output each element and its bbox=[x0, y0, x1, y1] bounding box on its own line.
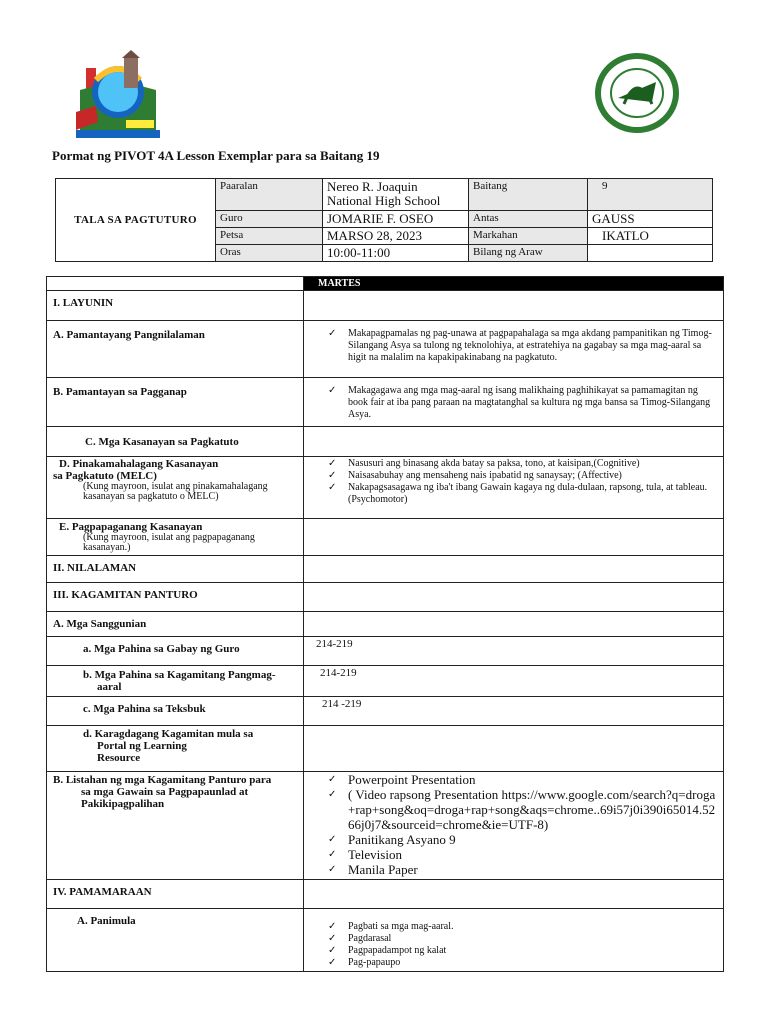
petsa-value: MARSO 28, 2023 bbox=[323, 228, 469, 245]
markahan-label: Markahan bbox=[469, 228, 588, 245]
list-item: ✓ Naisasabuhay ang mensaheng nais ipabatid ng sanaysay; (Affective) bbox=[324, 470, 713, 482]
listahan-label-line1: B. Listahan ng mga Kagamitang Panturo para bbox=[53, 774, 272, 786]
guro-label: Guro bbox=[216, 211, 323, 228]
learning-resource-label-line3: Resource bbox=[97, 752, 141, 764]
teksbuk-label: c. Mga Pahina sa Teksbuk bbox=[47, 697, 304, 726]
melc-note: (Kung mayroon, isulat ang pinakamahalagang kasanayan sa pagkatuto o MELC) bbox=[83, 481, 268, 502]
gabay-ng-guro-value: 214-219 bbox=[304, 637, 724, 666]
list-item: ✓ Pagpapadampot ng kalat bbox=[324, 945, 713, 957]
kasanayan-label: C. Mga Kasanayan sa Pagkatuto bbox=[47, 427, 304, 457]
list-item: ✓ Makapagpamalas ng pag-unawa at pagpapahalaga sa mga akdang pampanitikan ng Timog-Silangang Asya sa tulong ng teknolohiya, at estratehiya na gagabay sa mga mag-aaral sa higit na malalim na kapakipakinabang na pagkatuto. bbox=[324, 328, 713, 364]
paaralan-label: Paaralan bbox=[216, 179, 323, 211]
panimula-label: A. Panimula bbox=[47, 909, 304, 972]
pagpapaganang-kasanayan-label: E. Pagpapaganang Kasanayan bbox=[59, 521, 203, 533]
list-item: ✓ Manila Paper bbox=[324, 862, 721, 877]
sanggunian-heading: A. Mga Sanggunian bbox=[47, 612, 304, 637]
kagamitan-list bbox=[324, 772, 721, 877]
learning-resource-label-line2: Portal ng Learning bbox=[97, 740, 187, 752]
paaralan-value: Nereo R. Joaquin National High School bbox=[323, 179, 469, 211]
baitang-value: 9 bbox=[588, 179, 713, 211]
kagamitang-pangmag-aaral-label-line2: aaral bbox=[97, 681, 122, 693]
kagamitan-heading: III. KAGAMITAN PANTURO bbox=[47, 583, 304, 612]
melc-list bbox=[324, 458, 713, 506]
pamamaraan-heading: IV. PAMAMARAAN bbox=[47, 880, 304, 909]
day-header: MARTES bbox=[304, 277, 724, 291]
antas-label: Antas bbox=[469, 211, 588, 228]
lesson-info-table bbox=[55, 178, 713, 262]
list-item: ✓ Makagagawa ang mga mag-aaral ng isang malikhaing paghihikayat sa pamamagitan ng book fair at iba pang paraan na magtatanghal sa kultura ng mga bansa sa Timog-Silangang Asya. bbox=[324, 385, 713, 421]
list-item: ✓ Television bbox=[324, 847, 721, 862]
pamantayan-sa-pagganap-list bbox=[324, 385, 713, 421]
learning-resource-label-line1: d. Karagdagang Kagamitan mula sa bbox=[83, 728, 254, 740]
list-item: ✓ Pagdarasal bbox=[324, 933, 713, 945]
list-item: ✓ Nakapagsasagawa ng iba't ibang Gawain kagaya ng dula-dulaan, rapsong, tula, at tableau. (Psychomotor) bbox=[324, 482, 713, 506]
markahan-value: IKATLO bbox=[588, 228, 713, 245]
oras-label: Oras bbox=[216, 245, 323, 262]
list-item: ✓ Pag-papaupo bbox=[324, 957, 713, 969]
pamantayang-pangnilalaman-label: A. Pamantayang Pangnilalaman bbox=[47, 321, 304, 378]
gabay-ng-guro-label: a. Mga Pahina sa Gabay ng Guro bbox=[47, 637, 304, 666]
guro-value: JOMARIE F. OSEO bbox=[323, 211, 469, 228]
list-item: ✓ Panitikang Asyano 9 bbox=[324, 832, 721, 847]
panimula-list bbox=[324, 921, 713, 969]
oras-value: 10:00-11:00 bbox=[323, 245, 469, 262]
petsa-label: Petsa bbox=[216, 228, 323, 245]
listahan-label-line2: sa mga Gawain sa Pagpapaunlad at bbox=[81, 786, 249, 798]
kagamitang-pangmag-aaral-label-line1: b. Mga Pahina sa Kagamitang Pangmag- bbox=[83, 669, 276, 681]
layunin-heading: I. LAYUNIN bbox=[47, 291, 304, 321]
antas-value: GAUSS bbox=[588, 211, 713, 228]
bilang-label: Bilang ng Araw bbox=[469, 245, 588, 262]
division-seal-logo bbox=[76, 50, 160, 140]
teksbuk-value: 214 -219 bbox=[304, 697, 724, 726]
lesson-plan-table bbox=[46, 276, 724, 972]
document-title: Pormat ng PIVOT 4A Lesson Exemplar para sa Baitang 19 bbox=[52, 148, 380, 163]
pagpapaganang-kasanayan-note: (Kung mayroon, isulat ang pagpapaganang kasanayan.) bbox=[83, 532, 255, 553]
kagamitang-pangmag-aaral-value: 214-219 bbox=[304, 666, 724, 697]
list-item: ✓ Powerpoint Presentation bbox=[324, 772, 721, 787]
listahan-label-line3: Pakikipagpalihan bbox=[81, 798, 165, 810]
list-item: ✓ Pagbati sa mga mag-aaral. bbox=[324, 921, 713, 933]
list-item: ✓ Nasusuri ang binasang akda batay sa paksa, tono, at kaisipan,(Cognitive) bbox=[324, 458, 713, 470]
bilang-value bbox=[588, 245, 713, 262]
melc-label-line1: D. Pinakamahalagang Kasanayan bbox=[59, 458, 219, 470]
nilalaman-heading: II. NILALAMAN bbox=[47, 556, 304, 583]
list-item: ✓ ( Video rapsong Presentation https://www.google.com/search?q=droga+rap+song&oq=droga+rap+song&aqs=chrome..69i57j0i390i65014.5266j0j7&sourceid=chrome&ie=UTF-8) bbox=[324, 787, 721, 832]
pamantayan-sa-pagganap-label: B. Pamantayan sa Pagganap bbox=[47, 378, 304, 427]
baitang-label: Baitang bbox=[469, 179, 588, 211]
melc-label-line2: sa Pagkatuto (MELC) bbox=[53, 470, 157, 482]
pamantayang-pangnilalaman-list bbox=[324, 328, 713, 364]
school-seal-logo bbox=[594, 52, 680, 134]
tala-sa-pagtuturo: TALA SA PAGTUTURO bbox=[56, 179, 216, 262]
